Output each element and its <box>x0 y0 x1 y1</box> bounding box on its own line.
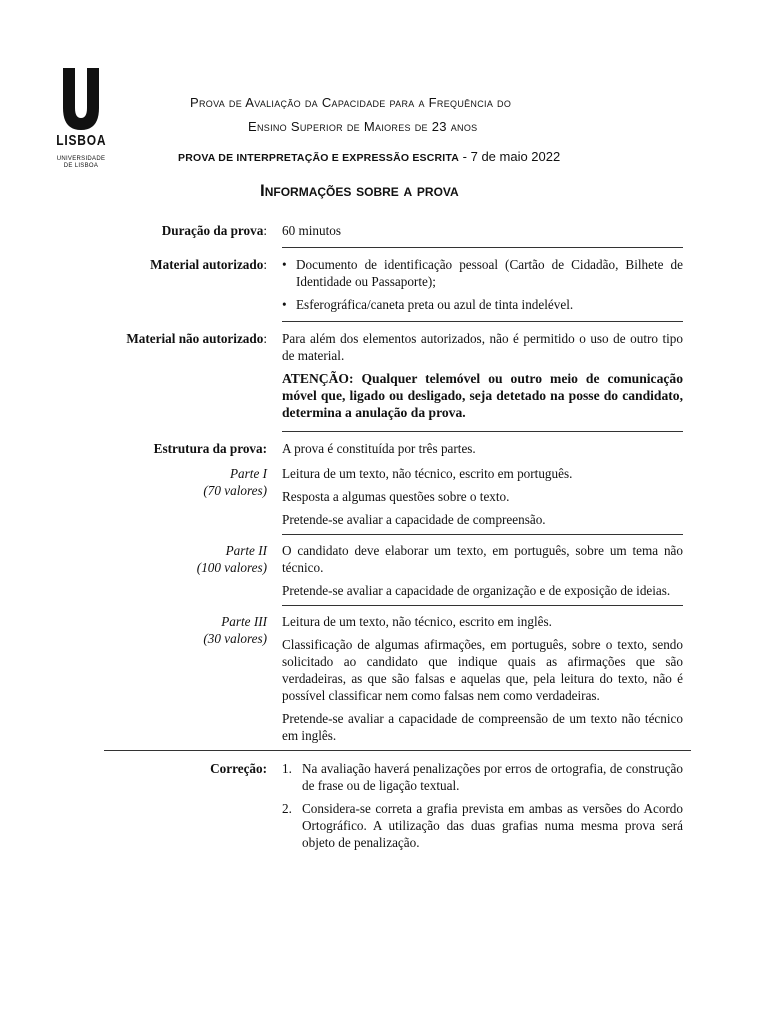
exam-name: PROVA DE INTERPRETAÇÃO E EXPRESSÃO ESCRITA <box>178 152 460 164</box>
parte3-p1: Leitura de um texto, não técnico, escrito em inglês. <box>282 614 552 629</box>
row-material-autorizado <box>112 248 706 321</box>
exam-separator: - <box>459 149 471 164</box>
parte1-p3: Pretende-se avaliar a capacidade de compreensão. <box>282 512 546 527</box>
parte2-p1: O candidato deve elaborar um texto, em português, sobre um tema não técnico. <box>282 543 683 575</box>
duracao-label: Duração da prova: <box>161 223 267 238</box>
row-estrutura <box>112 432 706 465</box>
row-material-nao-autorizado <box>112 322 706 431</box>
u-logo-icon <box>59 68 103 130</box>
logo-subtitle <box>50 156 112 170</box>
bullet-icon: • <box>282 257 287 272</box>
material-nao-autorizado-text: Para além dos elementos autorizados, não é permitido o uso de outro tipo de material. <box>282 331 683 363</box>
parte1-p1: Leitura de um texto, não técnico, escrito em português. <box>282 466 573 481</box>
list-item: • Documento de identificação pessoal (Cartão de Cidadão, Bilhete de Identidade ou Passaporte); <box>282 257 683 289</box>
row-correcao <box>112 751 706 857</box>
info-table <box>112 222 706 857</box>
correcao-label: Correção: <box>210 761 267 776</box>
estrutura-text: A prova é constituída por três partes. <box>282 441 476 456</box>
duracao-value: 60 minutos <box>282 223 341 238</box>
parte1-p2: Resposta a algumas questões sobre o texto. <box>282 489 510 504</box>
parte2-p2: Pretende-se avaliar a capacidade de organização e de exposição de ideias. <box>282 583 671 598</box>
row-duracao <box>112 222 706 247</box>
divider <box>112 431 706 432</box>
divider <box>112 534 706 535</box>
list-item: • Esferográfica/caneta preta ou azul de tinta indelével. <box>282 297 574 312</box>
row-parte1 <box>112 465 706 534</box>
list-item: 2. Considera-se correta a grafia prevista em ambas as versões do Acordo Ortográfico. A utilização das duas grafias numa mesma prova será objeto de penalização. <box>282 801 683 850</box>
university-logo <box>50 68 112 170</box>
bullet-icon: • <box>282 297 287 312</box>
divider <box>112 247 706 248</box>
page-title: Informações sobre a prova <box>260 181 459 200</box>
row-parte2 <box>112 535 706 605</box>
logo-sub-line1: UNIVERSIDADE <box>56 156 106 162</box>
parte2-label: Parte II (100 valores) <box>196 543 267 575</box>
parte3-p2: Classificação de algumas afirmações, em português, sobre o texto, sendo solicitado ao candidato que indique quais as afirmações que são verdadeiras, as que são falsas e aquelas que, pela leitura do texto, não é possível classificar nem como falsas nem como verdadeiras. <box>282 637 683 703</box>
exam-date: 7 de maio 2022 <box>470 149 561 164</box>
parte3-p3: Pretende-se avaliar a capacidade de compreensão de um texto não técnico em inglês. <box>282 711 683 743</box>
item-number: 2. <box>282 801 292 816</box>
parte3-label: Parte III (30 valores) <box>203 614 267 646</box>
row-parte3 <box>112 606 706 750</box>
logo-sub-line2: DE LISBOA <box>63 163 99 169</box>
parte1-label: Parte I (70 valores) <box>203 466 267 498</box>
header-line2: Ensino Superior de Maiores de 23 anos <box>248 119 478 134</box>
material-autorizado-label: Material autorizado: <box>150 257 267 272</box>
exam-line <box>178 149 560 164</box>
warning-text: ATENÇÃO: Qualquer telemóvel ou outro meio de comunicação móvel que, ligado ou desligado, seja detetado na posse do candidato, determina a anulação da prova. <box>282 371 683 420</box>
estrutura-label: Estrutura da prova: <box>153 441 267 456</box>
material-nao-autorizado-label: Material não autorizado: <box>126 331 267 346</box>
divider <box>112 321 706 322</box>
header-line1: Prova de Avaliação da Capacidade para a Frequência do <box>190 95 512 110</box>
divider <box>112 605 706 606</box>
list-item: 1. Na avaliação haverá penalizações por erros de ortografia, de construção de frase ou de ligação textual. <box>282 761 683 793</box>
logo-name: LISBOA <box>56 132 107 149</box>
item-number: 1. <box>282 761 292 776</box>
